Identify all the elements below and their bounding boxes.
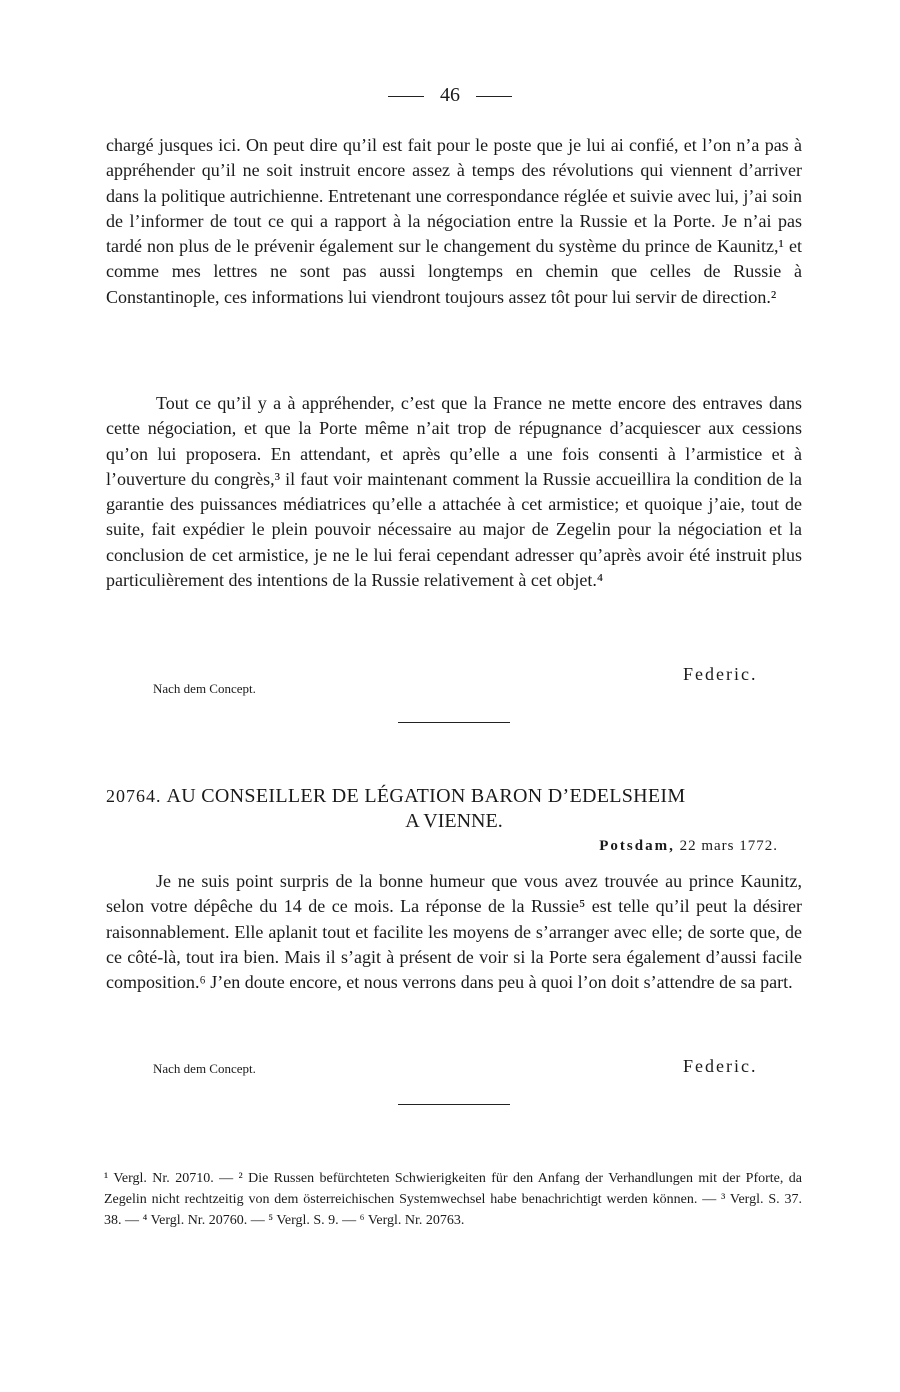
page-header	[0, 84, 900, 107]
letter2-date: 22 mars 1772.	[679, 838, 778, 854]
letter1-signature: Federic.	[683, 664, 758, 684]
letter2-heading	[106, 784, 802, 834]
page-number: 46	[440, 84, 460, 106]
letter2-source-note: Nach dem Concept.	[153, 1061, 256, 1076]
letter2-dateline	[599, 838, 778, 855]
header-dash-left	[388, 96, 424, 97]
header-dash-right	[476, 96, 512, 97]
letter2-place: Potsdam,	[599, 838, 675, 854]
letter2-paragraph-1: Je ne suis point surpris de la bonne humeur que vous avez trouvée au prince Kaunitz, selon votre dépêche du 14 de ce mois. La réponse de la Russie⁵ est telle qu’il peut la désirer raisonnablement. Elle aplanit tout et facilite les moyens de s’arranger avec elle; de sorte que, de ce côté-là, tout ira bien. Mais il s’agit à présent de voir si la Porte sera également d’aussi facile composition.⁶ J’en doute encore, et nous verrons dans peu à quoi l’on doit s’attendre de sa part.	[106, 871, 802, 993]
letter1-paragraph-2: Tout ce qu’il y a à appréhender, c’est que la France ne mette encore des entraves dans cette négociation, et que la Porte même n’ait trop de répugnance d’acquiescer aux cessions qu’on lui proposera. En attendant, et après qu’elle a une fois consenti à l’armistice et à l’ouverture du congrès,³ il faut voir maintenant comment la Russie accueillira la condition de la garantie des puissances médiatrices qu’elle a attachée à cet armistice; et quoique j’aie, tout de suite, fait expédier le plein pouvoir nécessaire au major de Zegelin pour la négociation et la conclusion de cet armistice, je ne le lui ferai cependant adresser qu’après avoir été instruit plus particulièrement des intentions de la Russie relativement à cet objet.⁴	[106, 393, 802, 591]
letter2-title-line2: A VIENNE.	[405, 810, 503, 832]
letter1-paragraph-1: chargé jusques ici. On peut dire qu’il est fait pour le poste que je lui ai confié, et l’on n’a pas à appréhender qu’il ne soit instruit encore assez à temps des révolutions qui viennent d’arriver dans la politique autrichienne. Entretenant une correspondance réglée et suivie avec lui, j’ai soin de l’informer de tout ce qui a rapport à la négociation entre la Russie et la Porte. Je n’ai pas tardé non plus de le prévenir également sur le changement du système du prince de Kaunitz,¹ et comme mes lettres ne sont pas aussi longtemps en chemin que celles de Russie à Constantinople, ces informations lui viendront toujours assez tôt pour lui servir de direction.²	[106, 135, 802, 307]
letter2-signature: Federic.	[683, 1056, 758, 1076]
section-divider-1	[398, 722, 510, 723]
letter1-source-note: Nach dem Concept.	[153, 681, 256, 696]
letter2-number: 20764.	[106, 786, 162, 806]
footnotes: ¹ Vergl. Nr. 20710. — ² Die Russen befürchteten Schwierigkeiten für den Anfang der Verhandlungen mit der Pforte, da Zegelin nicht rechtzeitig von dem österreichischen Systemwechsel habe benachrichtigt werden können. — ³ Vergl. S. 37. 38. — ⁴ Vergl. Nr. 20760. — ⁵ Vergl. S. 9. — ⁶ Vergl. Nr. 20763.	[104, 1171, 802, 1228]
letter2-title-line1: AU CONSEILLER DE LÉGATION BARON D’EDELSHEIM	[166, 785, 686, 807]
letter2-heading-line1	[106, 784, 802, 809]
section-divider-2	[398, 1104, 510, 1105]
